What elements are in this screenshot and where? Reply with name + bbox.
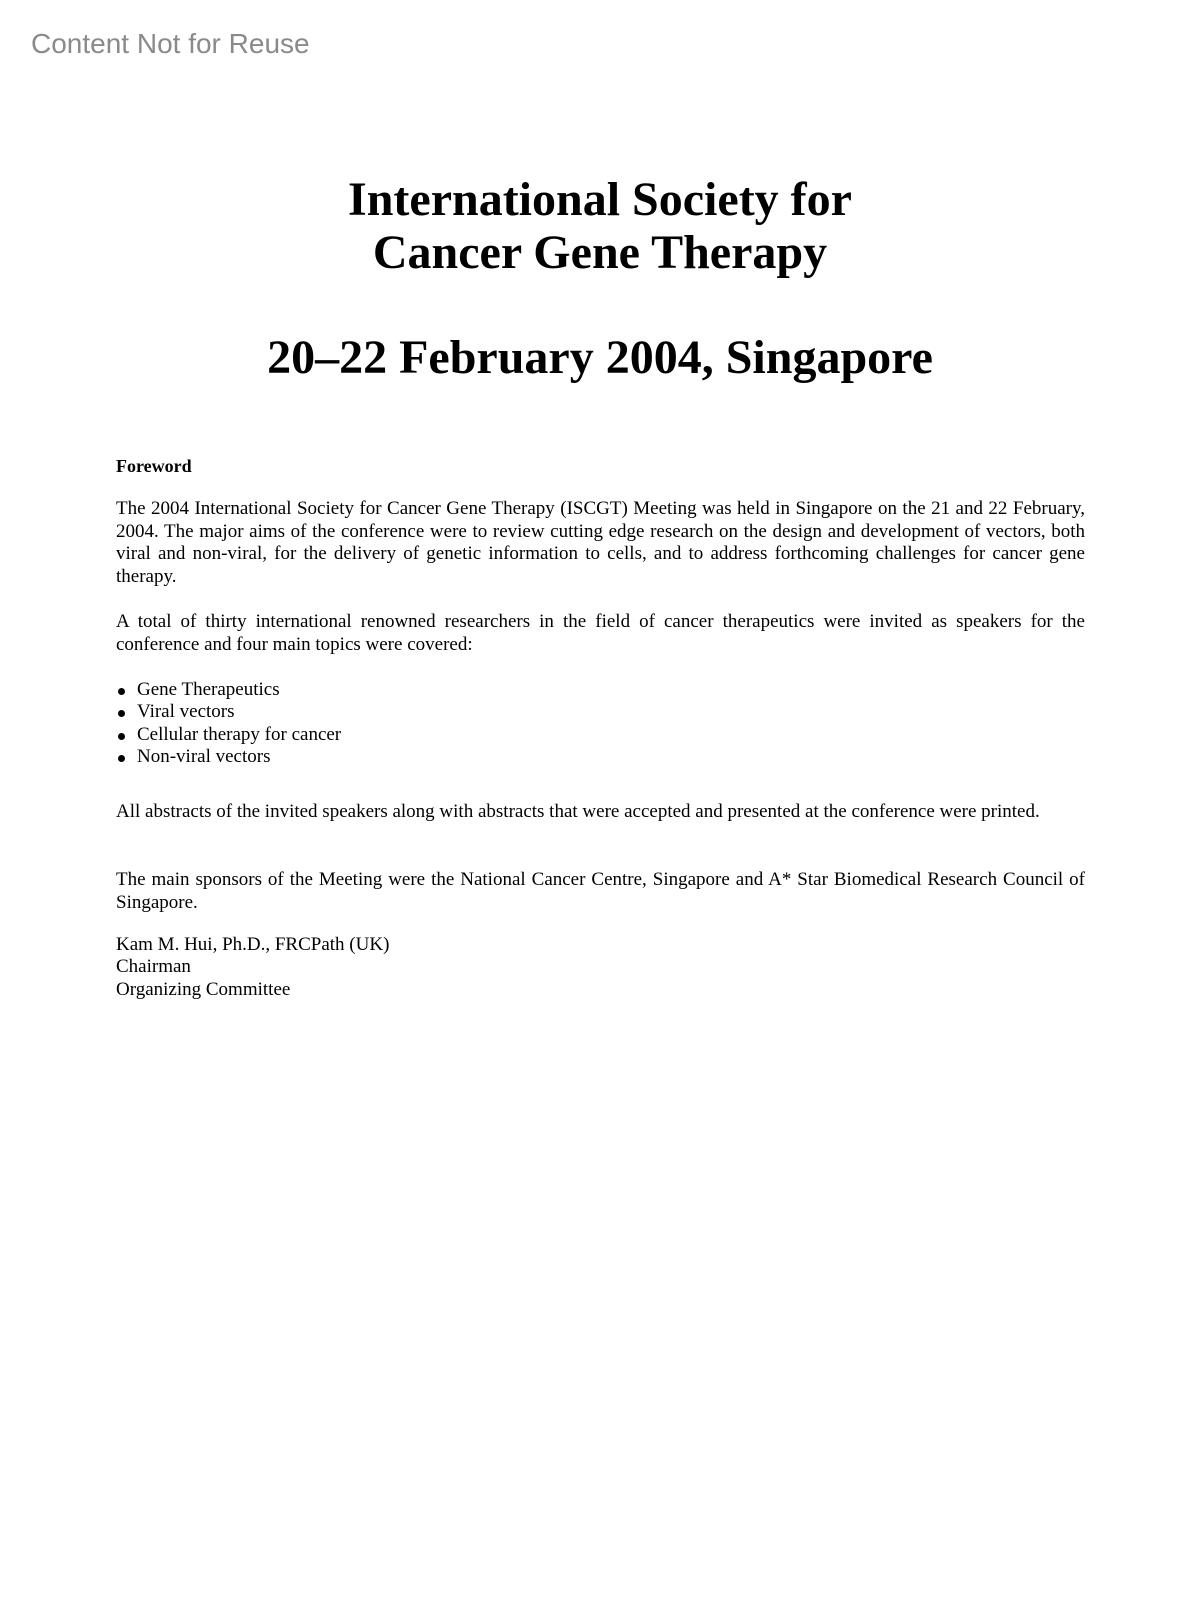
bullet-icon [118,710,125,717]
title-line-2: Cancer Gene Therapy [372,226,828,279]
signature-name: Kam M. Hui, Ph.D., FRCPath (UK) [116,934,390,955]
list-item [116,701,341,723]
topic-label: Cellular therapy for cancer [137,723,342,745]
list-item [116,724,341,746]
signature-role: Chairman [116,956,191,978]
foreword-paragraph-1: The 2004 International Society for Cancer Gene Therapy (ISCGT) Meeting was held in Singapore on the 21 and 22 February, 2004. The major aims of the conference were to review cutting edge research on the design and development of vectors, both viral and non-viral, for the delivery of genetic information to cells, and to address forthcoming challenges for cancer gene therapy. [116,498,1085,588]
foreword-paragraph-4: The main sponsors of the Meeting were the National Cancer Centre, Singapore and A* Star Biomedical Research Council of Singapore. [116,869,1085,913]
watermark-text: Content Not for Reuse [31,28,310,59]
foreword-paragraph-3: All abstracts of the invited speakers along with abstracts that were accepted and presented at the conference were printed. [116,801,1040,822]
foreword-paragraph-2: A total of thirty international renowned researchers in the field of cancer therapeutics were invited as speakers for the conference and four main topics were covered: [116,611,1085,655]
bullet-icon [118,755,125,762]
title-line-1: International Society for [348,173,852,226]
event-date-location: 20–22 February 2004, Singapore [267,331,933,384]
bullet-icon [118,733,125,740]
topics-list [116,679,341,769]
topic-label: Gene Therapeutics [137,679,280,700]
bullet-icon [118,688,125,695]
signature-committee: Organizing Committee [116,978,291,1000]
list-item [116,746,341,768]
list-item [116,679,341,701]
foreword-heading: Foreword [116,456,192,476]
topic-label: Viral vectors [137,701,235,723]
topic-label: Non-viral vectors [137,746,271,768]
page-title [0,173,1200,279]
signature-block [116,934,389,1001]
